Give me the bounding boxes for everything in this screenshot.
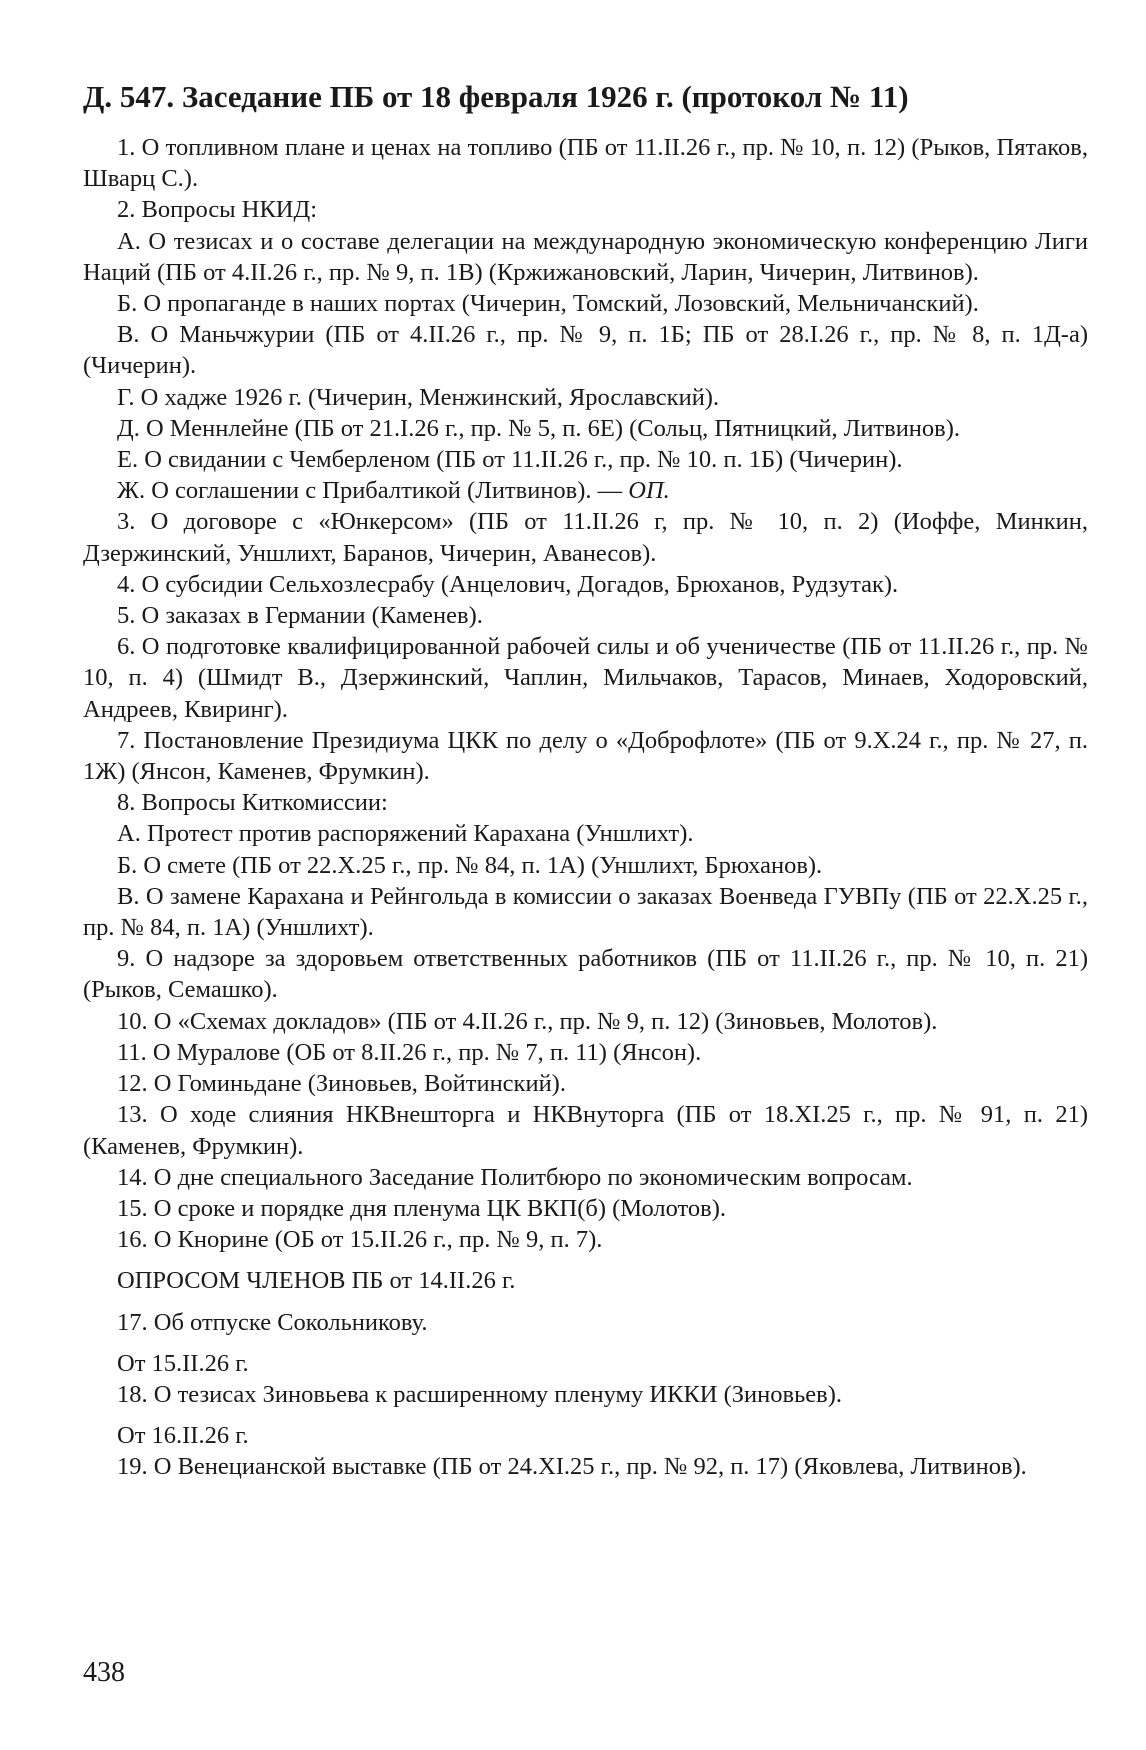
agenda-item-18: 18. О тезисах Зиновьева к расширенному пленуму ИККИ (Зиновьев). <box>117 1380 842 1408</box>
agenda-item-13: 13. О ходе слияния НКВнешторга и НКВнуторга (ПБ от 18.XI.25 г., пр. № 91, п. 21) (Каменев, Фрумкин). <box>83 1101 1088 1160</box>
document-page <box>83 78 1088 1483</box>
agenda-item-12: 12. О Гоминьдане (Зиновьев, Войтинский). <box>117 1070 566 1098</box>
agenda-item-5: 5. О заказах в Германии (Каменев). <box>117 602 483 630</box>
agenda-item-3: 3. О договоре с «Юнкерсом» (ПБ от 11.II.26 г, пр. № 10, п. 2) (Иоффе, Минкин, Дзержинский, Уншлихт, Баранов, Чичерин, Аванесов). <box>83 508 1088 567</box>
agenda-item-2e: Е. О свидании с Чемберленом (ПБ от 11.II.26 г., пр. № 10. п. 1Б) (Чичерин). <box>117 446 903 474</box>
agenda-item-8a: А. Протест против распоряжений Карахана (Уншлихт). <box>117 820 694 848</box>
agenda-item-8v: В. О замене Карахана и Рейнгольда в комиссии о заказах Военведа ГУВПу (ПБ от 22.X.25 г., пр. № 84, п. 1А) (Уншлихт). <box>83 882 1088 942</box>
agenda-item-2: 2. Вопросы НКИД: <box>117 196 318 224</box>
agenda-item-14: 14. О дне специального Заседание Политбюро по экономическим вопросам. <box>117 1163 913 1191</box>
decision-mark: ОП. <box>628 477 670 505</box>
agenda-item-2a: А. О тезисах и о составе делегации на международную экономическую конференцию Лиги Наций (ПБ от 4.II.26 г., пр. № 9, п. 1В) (Кржижановский, Ларин, Чичерин, Литвинов). <box>83 227 1088 286</box>
agenda-item-19: 19. О Венецианской выставке (ПБ от 24.XI.25 г., пр. № 92, п. 17) (Яковлева, Литвинов). <box>117 1453 1027 1481</box>
agenda-item-2zh-text: Ж. О соглашении с Прибалтикой (Литвинов). — <box>117 477 623 505</box>
agenda-item-9: 9. О надзоре за здоровьем ответственных работников (ПБ от 11.II.26 г., пр. № 10, п. 21) (Рыков, Семашко). <box>83 945 1088 1004</box>
agenda-item-1: 1. О топливном плане и ценах на топливо (ПБ от 11.II.26 г., пр. № 10, п. 12) (Рыков, Пятаков, Шварц С.). <box>83 134 1088 193</box>
agenda-item-2d: Д. О Меннлейне (ПБ от 21.I.26 г., пр. № 5, п. 6Е) (Сольц, Пятницкий, Литвинов). <box>117 414 961 442</box>
date-line-2: От 16.II.26 г. <box>117 1422 249 1450</box>
agenda-item-11: 11. О Муралове (ОБ от 8.II.26 г., пр. № 7, п. 11) (Янсон). <box>117 1038 702 1066</box>
page-number: 438 <box>83 1657 125 1688</box>
agenda-item-17: 17. Об отпуске Сокольникову. <box>117 1308 428 1336</box>
agenda-item-2zh <box>83 475 1088 506</box>
page-title: Д. 547. Заседание ПБ от 18 февраля 1926 г. (протокол № 11) <box>83 79 909 114</box>
poll-heading: ОПРОСОМ ЧЛЕНОВ ПБ от 14.II.26 г. <box>117 1267 516 1295</box>
agenda-body <box>83 132 1088 1483</box>
agenda-item-15: 15. О сроке и порядке дня пленума ЦК ВКП(б) (Молотов). <box>117 1194 727 1222</box>
date-line-1: От 15.II.26 г. <box>117 1349 249 1377</box>
agenda-item-6: 6. О подготовке квалифицированной рабочей силы и об ученичестве (ПБ от 11.II.26 г., пр. № 10, п. 4) (Шмидт В., Дзержинский, Чаплин, Мильчаков, Тарасов, Минаев, Ходоровский, Андреев, Квиринг). <box>83 633 1088 723</box>
agenda-item-16: 16. О Кнорине (ОБ от 15.II.26 г., пр. № 9, п. 7). <box>117 1226 603 1254</box>
agenda-item-4: 4. О субсидии Сельхозлесрабу (Анцелович, Догадов, Брюханов, Рудзутак). <box>117 570 899 598</box>
agenda-item-8b: Б. О смете (ПБ от 22.X.25 г., пр. № 84, п. 1А) (Уншлихт, Брюханов). <box>117 851 823 879</box>
agenda-item-10: 10. О «Схемах докладов» (ПБ от 4.II.26 г., пр. № 9, п. 12) (Зиновьев, Молотов). <box>117 1007 938 1035</box>
agenda-item-2v: В. О Маньчжурии (ПБ от 4.II.26 г., пр. № 9, п. 1Б; ПБ от 28.I.26 г., пр. № 8, п. 1Д-а) (Чичерин). <box>83 321 1088 380</box>
agenda-item-7: 7. Постановление Президиума ЦКК по делу о «Доброфлоте» (ПБ от 9.X.24 г., пр. № 27, п. 1Ж) (Янсон, Каменев, Фрумкин). <box>83 726 1088 786</box>
agenda-item-2g: Г. О хадже 1926 г. (Чичерин, Менжинский, Ярославский). <box>117 383 720 411</box>
agenda-item-2b: Б. О пропаганде в наших портах (Чичерин, Томский, Лозовский, Мельничанский). <box>117 290 979 318</box>
agenda-item-8: 8. Вопросы Киткомиссии: <box>117 789 388 817</box>
